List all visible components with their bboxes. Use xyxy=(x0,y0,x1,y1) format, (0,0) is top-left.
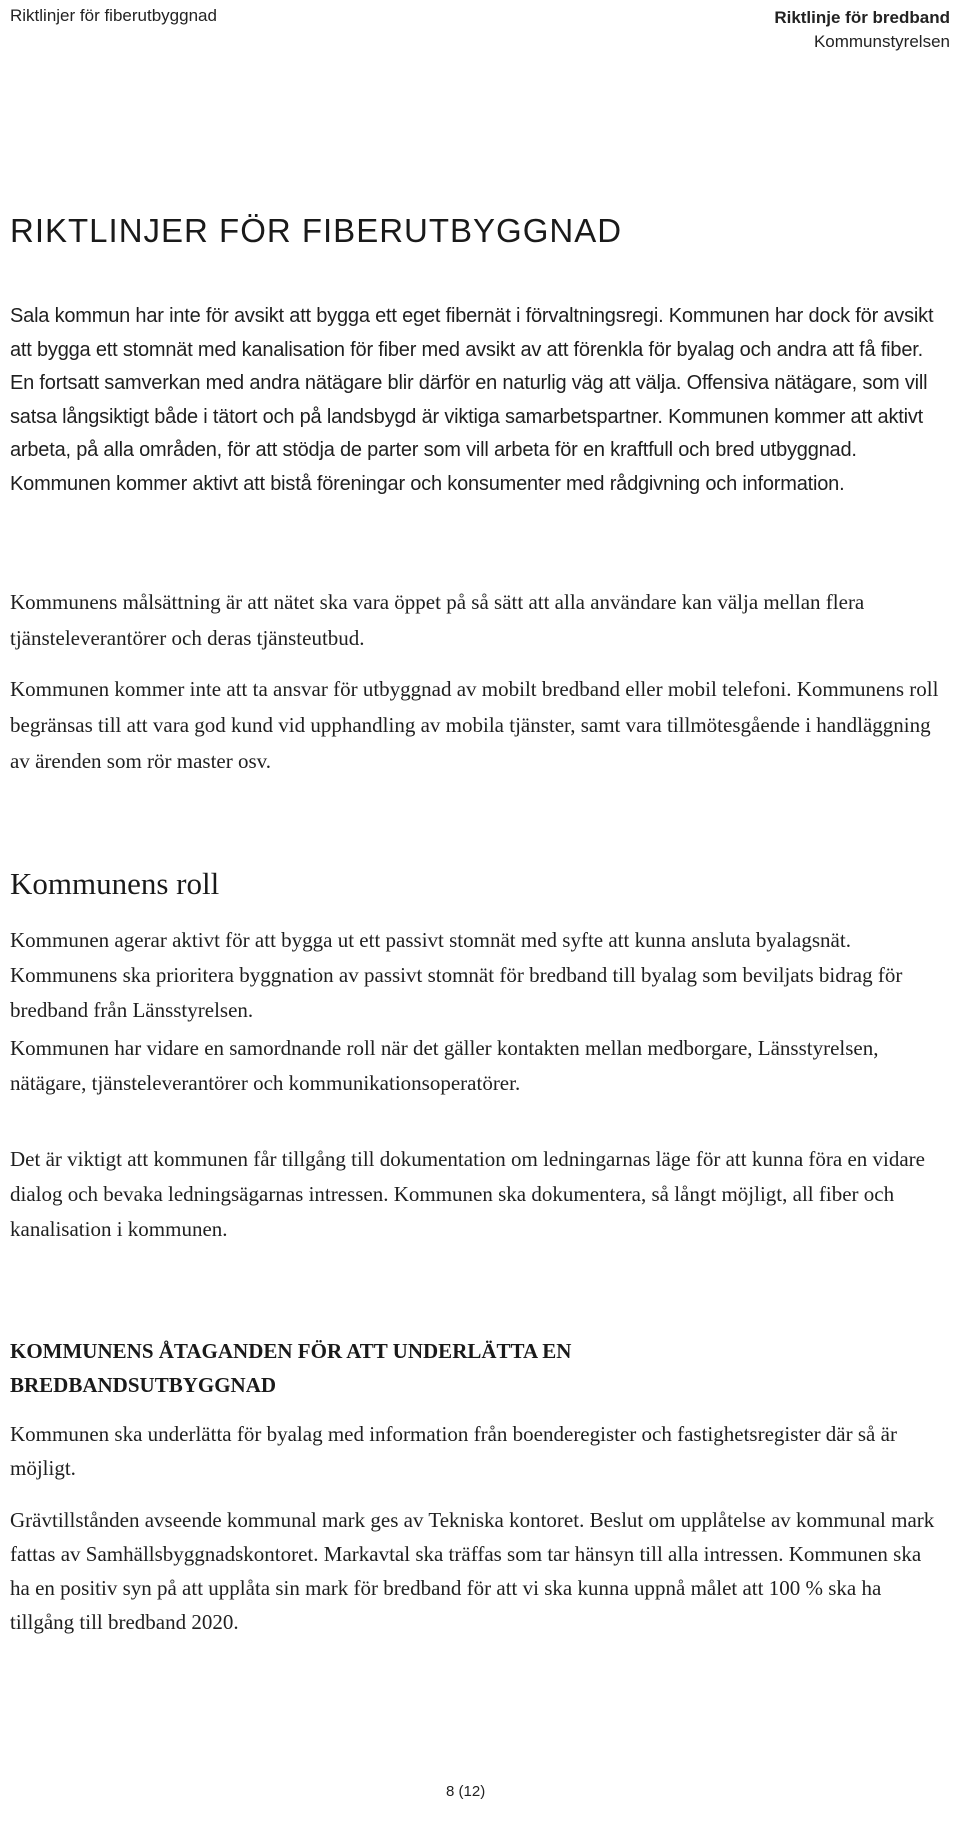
intro-paragraph-2: Kommunens målsättning är att nätet ska vara öppet på så sätt att alla användare kan välja mellan flera tjänsteleverantörer och deras tjänsteutbud. xyxy=(10,590,865,650)
intro-paragraph-1: Sala kommun har inte för avsikt att bygga ett eget fibernät i förvaltningsregi. Kommunen har dock för avsikt att bygga ett stomnät med kanalisation för fiber med avsikt av att förenkla för byalag och andra att få fiber. En fortsatt samverkan med andra nätägare blir därför en naturlig väg att välja. Offensiva nätägare, som vill satsa långsiktigt både i tätort och på landsbygd är viktiga samarbetspartner. Kommunen kommer att aktivt arbeta, på alla områden, för att stödja de parter som vill arbeta för en kraftfull och bred utbyggnad. Kommunen kommer aktivt att bistå föreningar och konsumenter med rådgivning och information. xyxy=(10,305,934,495)
header-section-title: Riktlinje för bredband xyxy=(774,8,950,27)
header-department: Kommunstyrelsen xyxy=(813,32,950,51)
header-right xyxy=(774,6,950,54)
page-number: 8 (12) xyxy=(446,1783,486,1800)
intro-paragraph-3: Kommunen kommer inte att ta ansvar för utbyggnad av mobilt bredband eller mobil telefoni. Kommunens roll begränsas till att vara god kund vid upphandling av mobila tjänster, samt vara tillmötesgående i handläggning av ärenden som rör master osv. xyxy=(10,677,939,773)
section-heading-role: Kommunens roll xyxy=(10,866,220,901)
page-title: RIKTLINJER FÖR FIBERUTBYGGNAD xyxy=(10,212,623,249)
role-paragraph-1: Kommunen agerar aktivt för att bygga ut ett passivt stomnät med syfte att kunna ansluta byalagsnät. Kommunens ska prioritera byggnation av passivt stomnät för bredband till byalag som beviljats bidrag för bredband från Länsstyrelsen. xyxy=(10,928,903,1022)
section-heading-commitments: KOMMUNENS ÅTAGANDEN FÖR ATT UNDERLÄTTA EN BREDBANDSUTBYGGNAD xyxy=(10,1339,572,1397)
role-paragraph-3: Det är viktigt att kommunen får tillgång till dokumentation om ledningarnas läge för att kunna föra en vidare dialog och bevaka ledningsägarnas intressen. Kommunen ska dokumentera, så långt möjligt, all fiber och kanalisation i kommunen. xyxy=(10,1147,925,1241)
commitments-paragraph-2: Grävtillstånden avseende kommunal mark ges av Tekniska kontoret. Beslut om upplåtelse av kommunal mark fattas av Samhällsbyggnadskontoret. Markavtal ska träffas som tar hänsyn till alla intressen. Kommunen ska ha en positiv syn på att upplåta sin mark för bredband för att vi ska kunna uppnå målet att 100 % ska ha tillgång till bredband 2020. xyxy=(10,1508,935,1634)
role-paragraph-2: Kommunen har vidare en samordnande roll när det gäller kontakten mellan medborgare, Länsstyrelsen, nätägare, tjänsteleverantörer och kommunikationsoperatörer. xyxy=(10,1036,879,1095)
commitments-paragraph-1: Kommunen ska underlätta för byalag med information från boenderegister och fastighetsregister där så är möjligt. xyxy=(10,1422,897,1480)
header-document-title: Riktlinjer för fiberutbyggnad xyxy=(10,6,217,25)
